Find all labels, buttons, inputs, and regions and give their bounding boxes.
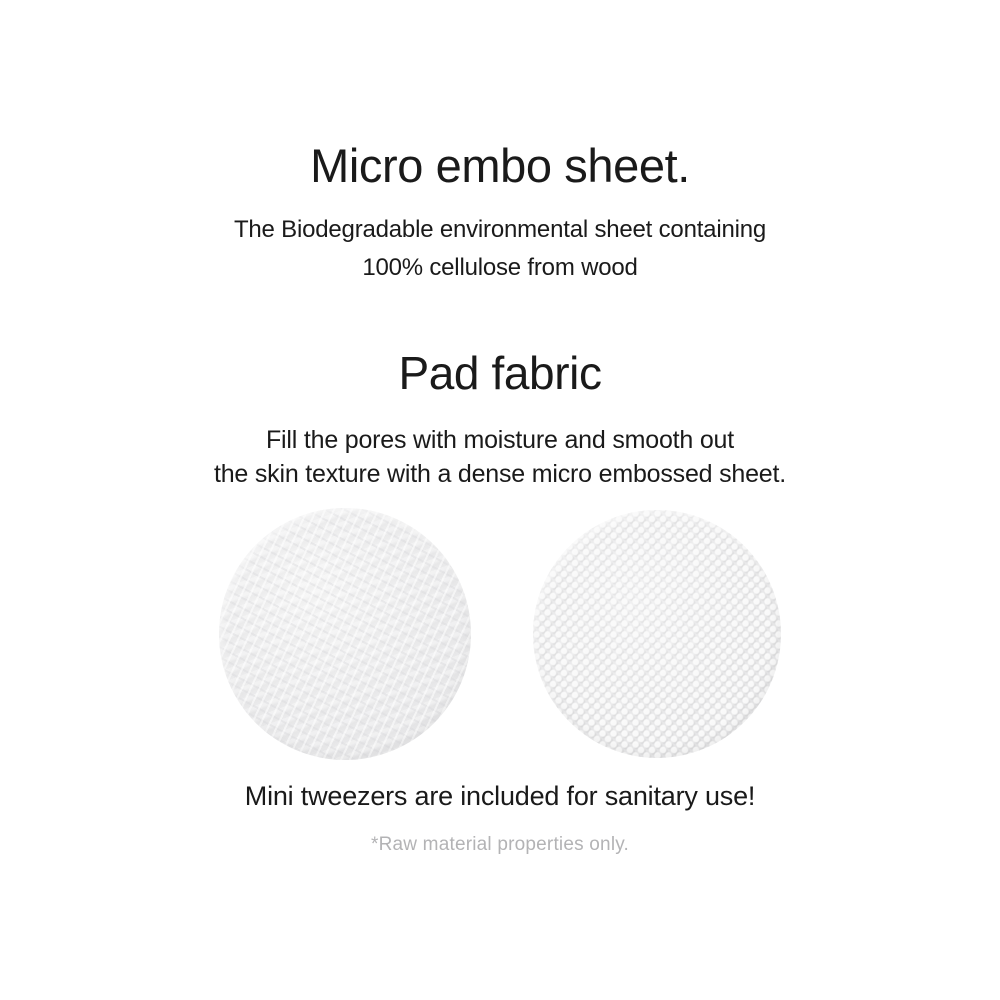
pad-fabric-description	[0, 423, 1000, 491]
main-subtitle	[0, 211, 1000, 287]
pad-photos-row	[0, 507, 1000, 761]
pad-fabric-description-line: the skin texture with a dense micro embossed sheet.	[213, 460, 787, 488]
pad-fabric-title: Pad fabric	[398, 347, 602, 399]
main-title: Micro embo sheet.	[310, 139, 690, 192]
main-subtitle-line: The Biodegradable environmental sheet containing	[233, 216, 767, 243]
main-subtitle-line: 100% cellulose from wood	[362, 254, 638, 281]
pad-photo-embossed-dots	[533, 510, 781, 758]
pad-photo-fine-weave	[219, 508, 471, 760]
tweezers-note: Mini tweezers are included for sanitary use!	[244, 781, 756, 811]
pad-fabric-description-line: Fill the pores with moisture and smooth out	[265, 426, 734, 454]
disclaimer-note: *Raw material properties only.	[370, 834, 630, 855]
